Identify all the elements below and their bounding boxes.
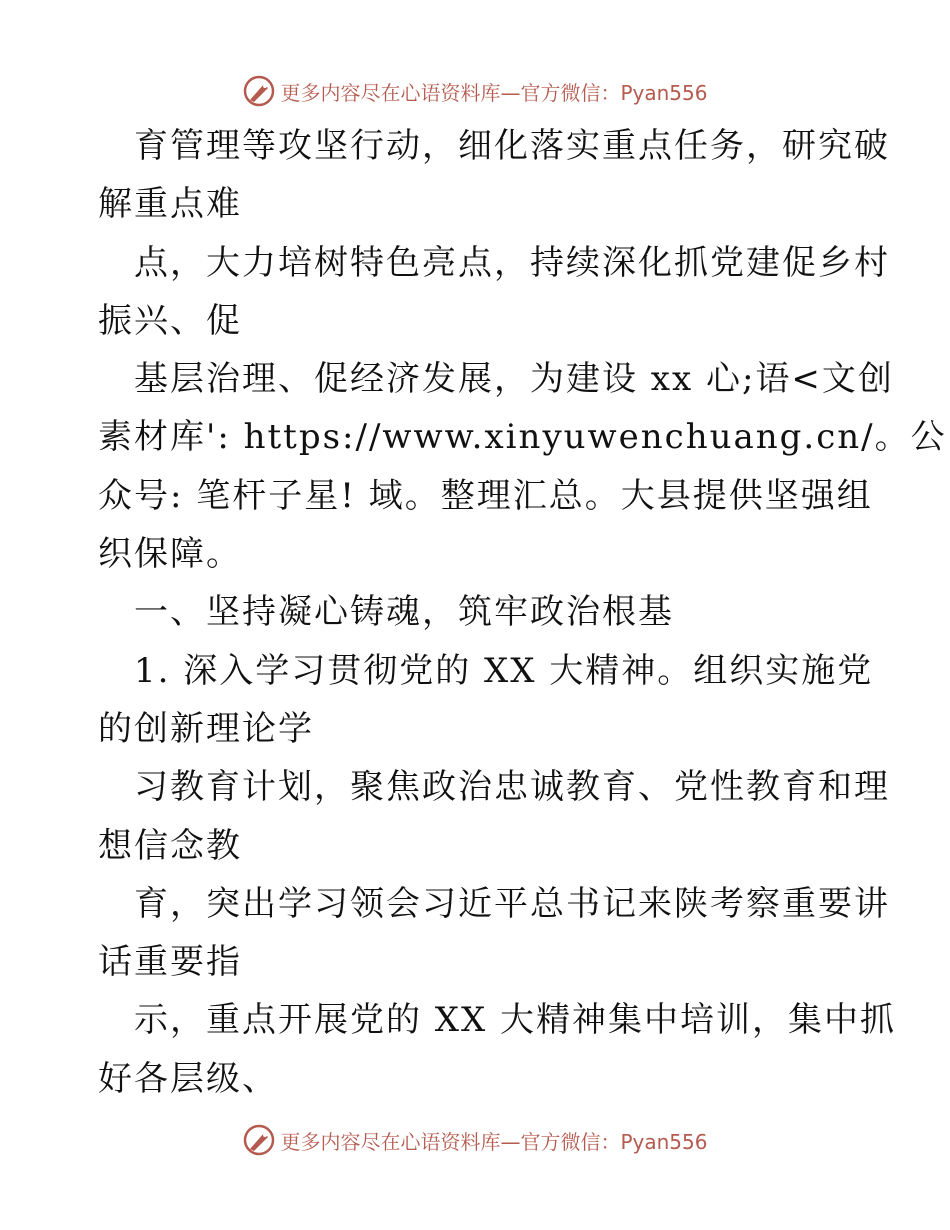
text-line: 好各层级、 bbox=[98, 1058, 278, 1099]
header-banner bbox=[0, 71, 950, 111]
text-line: 育管理等攻坚行动，细化落实重点任务，研究破 bbox=[134, 126, 890, 166]
footer-banner-text: 更多内容尽在心语资料库—官方微信：Pyan556 bbox=[280, 1129, 708, 1154]
text-line: 织保障。 bbox=[98, 534, 242, 575]
section-heading: 一、坚持凝心铸魂，筑牢政治根基 bbox=[134, 592, 674, 633]
text-line: 话重要指 bbox=[98, 942, 242, 983]
header-banner-text: 更多内容尽在心语资料库—官方微信：Pyan556 bbox=[280, 80, 708, 105]
text-line: 习教育计划，聚焦政治忠诚教育、党性教育和理 bbox=[134, 767, 890, 808]
text-line: 解重点难 bbox=[98, 184, 242, 225]
text-line: 素材库': https://www.xinyuwenchuang.cn/。公 bbox=[98, 417, 947, 458]
pen-nib-logo-icon bbox=[242, 74, 276, 108]
text-line: 的创新理论学 bbox=[98, 708, 314, 749]
footer-banner bbox=[0, 1120, 950, 1160]
pen-nib-logo-icon bbox=[242, 1123, 276, 1157]
text-line: 示，重点开展党的 XX 大精神集中培训，集中抓 bbox=[134, 1000, 897, 1041]
text-line: 众号: 笔杆子星! 域。整理汇总。大县提供坚强组 bbox=[98, 475, 873, 516]
text-line: 基层治理、促经济发展，为建设 xx 心;语<文创 bbox=[134, 359, 894, 400]
document-body bbox=[98, 117, 947, 1108]
text-line: 振兴、促 bbox=[98, 300, 242, 341]
text-line: 1. 深入学习贯彻党的 XX 大精神。组织实施党 bbox=[134, 650, 874, 691]
text-line: 想信念教 bbox=[98, 825, 242, 866]
text-line: 育，突出学习领会习近平总书记来陕考察重要讲 bbox=[134, 883, 890, 924]
text-line: 点，大力培树特色亮点，持续深化抓党建促乡村 bbox=[134, 242, 890, 283]
